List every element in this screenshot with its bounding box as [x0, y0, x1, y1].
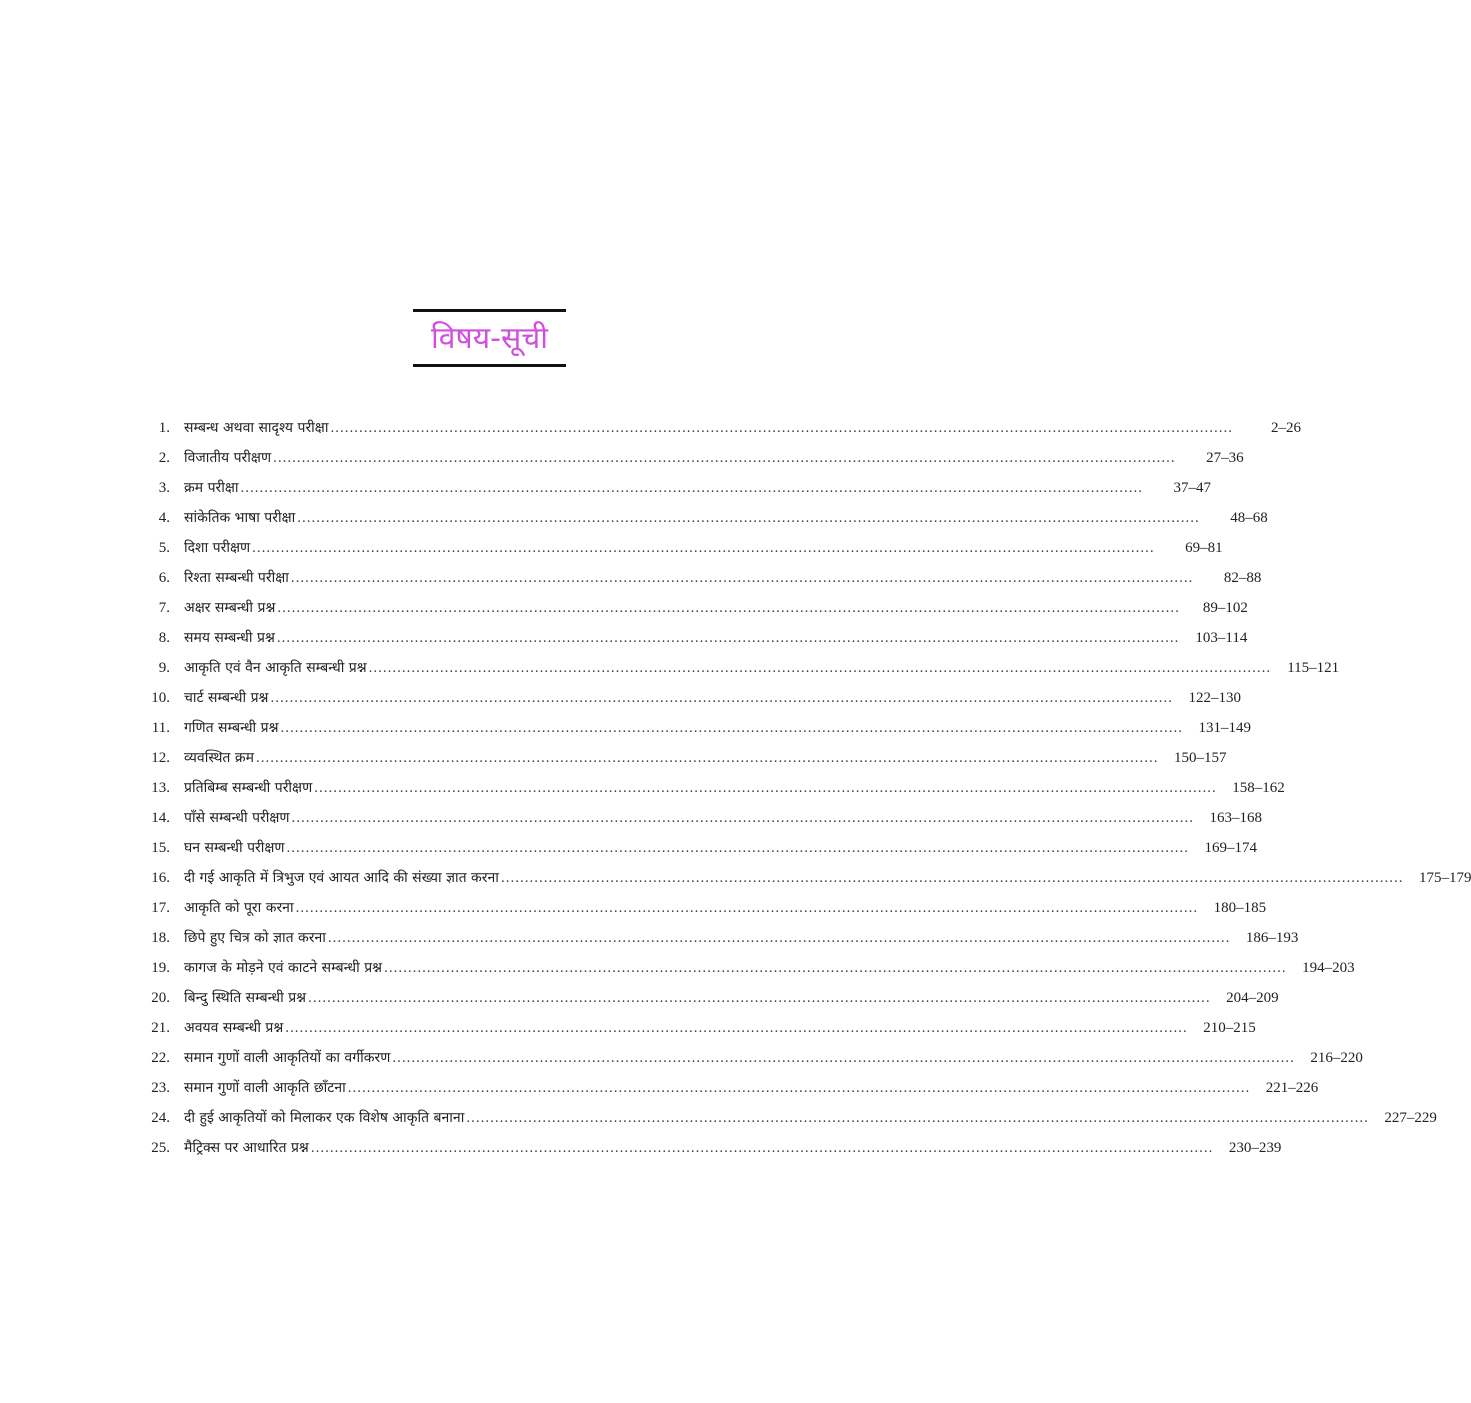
toc-entry-number: 19.: [151, 960, 170, 976]
toc-entry: [138, 983, 1279, 1013]
toc-entry-label: रिश्ता सम्बन्धी परीक्षा: [184, 570, 289, 586]
dot-leader: [369, 653, 1272, 683]
toc-entry-label: मैट्रिक्स पर आधारित प्रश्न: [184, 1140, 309, 1156]
toc-entry-number: 13.: [151, 780, 170, 796]
toc-entry: [138, 1013, 1256, 1043]
table-of-contents: [138, 413, 1471, 1163]
toc-entry-label: दी गई आकृति में त्रिभुज एवं आयत आदि की संख्या ज्ञात करना: [184, 870, 499, 886]
toc-entry-label: समान गुणों वाली आकृतियों का वर्गीकरण: [184, 1050, 391, 1066]
toc-entry-number: 3.: [158, 480, 170, 496]
toc-entry-number: 15.: [151, 840, 170, 856]
toc-entry-pages: 230–239: [1228, 1140, 1282, 1156]
toc-entry: [138, 593, 1248, 623]
toc-entry-number: 8.: [158, 630, 170, 646]
dot-leader: [287, 833, 1190, 863]
toc-entry-label: प्रतिबिम्ब सम्बन्धी परीक्षण: [184, 780, 313, 796]
toc-entry: [138, 713, 1251, 743]
toc-entry-label: दी हुई आकृतियों को मिलाकर एक विशेष आकृति बनाना: [184, 1110, 465, 1126]
toc-entry-number: 2.: [158, 450, 170, 466]
toc-entry-number: 9.: [158, 660, 170, 676]
toc-entry-pages: 69–81: [1185, 540, 1223, 556]
toc-entry-number: 7.: [158, 600, 170, 616]
toc-entry-pages: 204–209: [1226, 990, 1279, 1006]
toc-entry: [138, 413, 1301, 443]
toc-entry-pages: 103–114: [1195, 630, 1248, 646]
toc-entry: [138, 653, 1340, 683]
toc-entry-number: 23.: [151, 1080, 170, 1096]
toc-entry-pages: 150–157: [1173, 750, 1227, 766]
dot-leader: [277, 623, 1180, 653]
toc-entry-label: अक्षर सम्बन्धी प्रश्न: [184, 600, 276, 616]
toc-entry-number: 12.: [151, 750, 170, 766]
dot-leader: [330, 413, 1233, 443]
toc-entry-pages: 89–102: [1202, 600, 1248, 616]
toc-entry-number: 16.: [151, 870, 170, 886]
toc-entry-pages: 82–88: [1223, 570, 1262, 586]
toc-entry-number: 6.: [158, 570, 170, 586]
toc-entry-label: सांकेतिक भाषा परीक्षा: [184, 510, 296, 526]
toc-entry-pages: 210–215: [1203, 1020, 1256, 1036]
toc-entry-pages: 194–203: [1302, 960, 1355, 976]
dot-leader: [314, 773, 1217, 803]
toc-entry-pages: 216–220: [1310, 1050, 1363, 1066]
dot-leader: [281, 713, 1184, 743]
title-top-rule: [413, 309, 566, 312]
toc-entry-pages: 27–36: [1206, 450, 1244, 466]
toc-entry-number: 20.: [151, 990, 170, 1006]
toc-entry-pages: 48–68: [1230, 510, 1268, 526]
dot-leader: [311, 1133, 1214, 1163]
toc-entry-label: अवयव सम्बन्धी प्रश्न: [184, 1020, 284, 1036]
toc-entry: [138, 1103, 1437, 1133]
toc-entry-label: समान गुणों वाली आकृति छाँटना: [184, 1080, 346, 1096]
dot-leader: [348, 1073, 1251, 1103]
toc-entry-label: सम्बन्ध अथवा सादृश्य परीक्षा: [184, 420, 329, 436]
title-block: [413, 309, 566, 369]
dot-leader: [241, 473, 1144, 503]
toc-entry-number: 25.: [151, 1140, 170, 1156]
dot-leader: [328, 923, 1231, 953]
toc-entry-pages: 2–26: [1270, 420, 1301, 436]
toc-entry-pages: 169–174: [1204, 840, 1258, 856]
dot-leader: [277, 593, 1180, 623]
dot-leader: [297, 503, 1200, 533]
title-bottom-rule: [413, 364, 566, 367]
toc-entry-pages: 163–168: [1209, 810, 1263, 826]
toc-entry-label: बिन्दु स्थिति सम्बन्धी प्रश्न: [184, 990, 307, 1006]
toc-entry-pages: 186–193: [1245, 930, 1299, 946]
toc-entry-pages: 221–226: [1265, 1080, 1319, 1096]
dot-leader: [256, 743, 1159, 773]
toc-entry-number: 24.: [151, 1110, 170, 1126]
toc-entry-pages: 131–149: [1198, 720, 1251, 736]
toc-entry: [138, 443, 1244, 473]
toc-entry-label: कागज के मोड़ने एवं काटने सम्बन्धी प्रश्न: [184, 960, 383, 976]
toc-entry-number: 14.: [151, 810, 170, 826]
toc-entry-number: 1.: [158, 420, 170, 436]
toc-entry: [138, 533, 1223, 563]
dot-leader: [270, 683, 1173, 713]
toc-entry: [138, 893, 1267, 923]
dot-leader: [273, 443, 1176, 473]
toc-entry: [138, 683, 1241, 713]
toc-entry-number: 22.: [151, 1050, 170, 1066]
toc-entry-label: व्यवस्थित क्रम: [184, 750, 254, 766]
toc-entry: [138, 923, 1299, 953]
toc-entry-pages: 180–185: [1213, 900, 1267, 916]
dot-leader: [291, 563, 1194, 593]
toc-entry: [138, 473, 1212, 503]
toc-entry-number: 17.: [151, 900, 170, 916]
toc-entry: [138, 623, 1248, 653]
toc-entry: [138, 1073, 1319, 1103]
dot-leader: [285, 1013, 1188, 1043]
toc-entry-pages: 122–130: [1188, 690, 1241, 706]
toc-entry-label: चार्ट सम्बन्धी प्रश्न: [184, 690, 269, 706]
dot-leader: [292, 803, 1195, 833]
toc-entry-number: 5.: [158, 540, 170, 556]
toc-entry-label: छिपे हुए चित्र को ज्ञात करना: [184, 930, 326, 946]
toc-entry-label: समय सम्बन्धी प्रश्न: [184, 630, 275, 646]
toc-entry: [138, 863, 1471, 893]
dot-leader: [252, 533, 1155, 563]
dot-leader: [308, 983, 1211, 1013]
toc-entry-number: 11.: [151, 720, 170, 736]
toc-entry-pages: 37–47: [1173, 480, 1212, 496]
toc-entry-label: विजातीय परीक्षण: [184, 450, 272, 466]
toc-entry-number: 21.: [151, 1020, 170, 1036]
dot-leader: [392, 1043, 1295, 1073]
toc-entry: [138, 503, 1268, 533]
toc-entry-pages: 158–162: [1232, 780, 1285, 796]
toc-entry-number: 4.: [158, 510, 170, 526]
toc-entry: [138, 953, 1355, 983]
toc-entry-number: 18.: [151, 930, 170, 946]
toc-entry-label: आकृति एवं वैन आकृति सम्बन्धी प्रश्न: [184, 660, 367, 676]
toc-entry: [138, 743, 1227, 773]
dot-leader: [501, 863, 1404, 893]
toc-entry-label: घन सम्बन्धी परीक्षण: [184, 840, 285, 856]
toc-entry: [138, 833, 1258, 863]
toc-entry-label: आकृति को पूरा करना: [184, 900, 294, 916]
toc-entry: [138, 1133, 1282, 1163]
toc-entry: [138, 773, 1285, 803]
toc-entry-pages: 227–229: [1384, 1110, 1437, 1126]
toc-entry-label: क्रम परीक्षा: [184, 480, 239, 496]
toc-entry-number: 10.: [151, 690, 170, 706]
dot-leader: [296, 893, 1199, 923]
dot-leader: [466, 1103, 1369, 1133]
dot-leader: [384, 953, 1287, 983]
toc-entry-label: गणित सम्बन्धी प्रश्न: [184, 720, 279, 736]
toc-entry: [138, 563, 1262, 593]
toc-entry-pages: 175–179: [1418, 870, 1471, 886]
toc-entry: [138, 1043, 1363, 1073]
toc-entry-label: पाँसे सम्बन्धी परीक्षण: [184, 810, 290, 826]
toc-entry: [138, 803, 1263, 833]
toc-entry-label: दिशा परीक्षण: [184, 540, 251, 556]
toc-entry-pages: 115–121: [1287, 660, 1340, 676]
page-title: विषय-सूची: [430, 321, 549, 356]
